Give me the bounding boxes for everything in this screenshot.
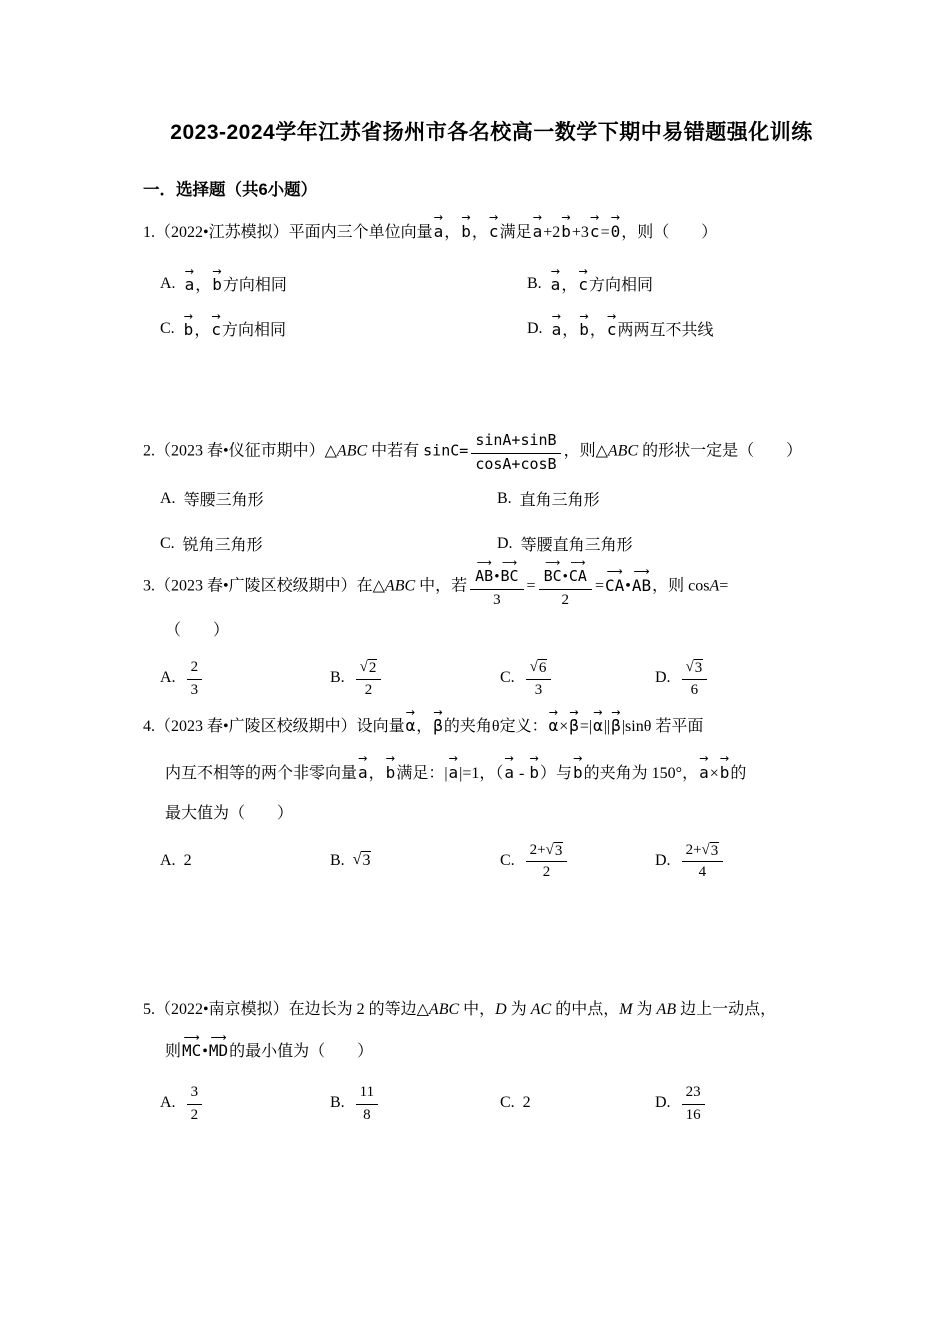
- vector-arrow-symbol: → β: [610, 717, 622, 735]
- vector-arrow-symbol: ⟶ CA: [604, 577, 625, 595]
- square-root: √ 3: [685, 659, 703, 677]
- vector-arrow-symbol: → b: [460, 223, 472, 241]
- vector-arrow-symbol: → c: [210, 321, 222, 339]
- math-variable: M: [619, 1000, 633, 1018]
- math-function-text: sinC=: [423, 441, 469, 460]
- math-variable: ABC: [336, 442, 368, 460]
- option-label: C.: [500, 851, 515, 869]
- square-root: √ 2: [359, 659, 377, 677]
- question-5: [143, 989, 840, 1125]
- option-label: D.: [655, 1094, 671, 1112]
- option-content: → b，→ c方向相同: [183, 317, 286, 340]
- vector-arrow-symbol: → b: [528, 764, 540, 782]
- fraction: 2+ √ 3 2: [526, 839, 568, 883]
- question-5-text: 5.（2022•南京模拟）在边长为 2 的等边△ABC 中，D 为 AC 的中点，M 为 AB 边上一动点，: [143, 1000, 777, 1018]
- vector-arrow-symbol: → β: [432, 717, 444, 735]
- question-4-text-cont: 内互不相等的两个非零向量→ a，→ b满足：|→ a|=1，（→ a - → b）与→ b的夹角为 150°，→ a×→ b的: [143, 753, 840, 785]
- vector-arrow-symbol: → a: [184, 276, 196, 294]
- question-2-text: 2.（2023 春•仪征市期中）△ABC 中若有 sinC= $\frac{\sin A+\sin B}{\cos A+\cos B}$ ，则△ABC 的形状一定是（ ）: [143, 420, 840, 475]
- question-4-text: 4.（2023 春•广陵区校级期中）设向量→ α，→ β的夹角θ定义：→ α×→ β=|→ α||→ β|sinθ 若平面: [143, 706, 840, 738]
- vector-arrow-symbol: → a: [448, 764, 460, 782]
- q4-option-a: [160, 844, 330, 870]
- q1-option-a: [160, 264, 527, 295]
- square-root: √ 6: [529, 659, 547, 677]
- option-content: → a，→ b方向相同: [184, 272, 287, 295]
- vector-arrow-symbol: → α: [548, 717, 560, 735]
- q4-option-b: [330, 843, 500, 870]
- fraction: $\frac{11}{8}$: [356, 1081, 378, 1125]
- option-content: [679, 656, 711, 700]
- option-label: A.: [160, 1094, 176, 1112]
- vector-arrow-symbol: ⟶ AB: [631, 577, 652, 595]
- q4-option-c: [500, 831, 655, 883]
- option-label: B.: [330, 1094, 345, 1112]
- vector-arrow-symbol: → a: [503, 764, 515, 782]
- q3-option-b: [330, 648, 500, 700]
- option-label: D.: [527, 319, 543, 337]
- option-content: [184, 656, 206, 700]
- square-root: √ 3: [701, 841, 719, 859]
- math-function-text: cosA+cosB: [475, 454, 557, 473]
- vector-arrow-symbol: → α: [405, 717, 417, 735]
- q2-option-d: [497, 524, 840, 555]
- vector-arrow-symbol: → c: [577, 276, 589, 294]
- vector-arrow-symbol: → β: [568, 717, 580, 735]
- math-variable: D: [495, 1000, 507, 1018]
- option-content: 2: [522, 1094, 531, 1112]
- vector-arrow-symbol: → b: [385, 764, 397, 782]
- option-content: → a，→ c方向相同: [550, 272, 653, 295]
- option-label: D.: [655, 851, 671, 869]
- square-root: √ 3: [545, 841, 563, 859]
- option-content: 锐角三角形: [182, 537, 263, 555]
- fraction: √ 3 6: [682, 656, 708, 700]
- math-function-text: sinA+sinB: [475, 431, 557, 450]
- question-5-text-cont: 则⟶ MC•⟶ MD的最小值为（ ）: [143, 1031, 840, 1063]
- question-5-options: [143, 1073, 840, 1125]
- q1-option-b: [527, 264, 840, 295]
- option-content: [353, 851, 372, 870]
- q3-option-d: [655, 648, 840, 700]
- fraction: [471, 429, 560, 475]
- option-content: [184, 1081, 206, 1125]
- q5-option-a: [160, 1073, 330, 1125]
- q2-option-a: [160, 479, 497, 510]
- q5-option-c: [500, 1086, 655, 1112]
- math-variable: ABC: [384, 577, 416, 595]
- option-content: [679, 1081, 708, 1125]
- vector-arrow-symbol: → a: [357, 764, 369, 782]
- fraction: $\frac{3}{2}$: [187, 1081, 203, 1125]
- math-variable: AB: [656, 1000, 677, 1018]
- option-label: D.: [655, 669, 671, 687]
- option-label: C.: [500, 669, 515, 687]
- option-label: B.: [330, 851, 345, 869]
- option-label: A.: [160, 489, 176, 507]
- vector-arrow-symbol: ⟶ BC: [499, 568, 519, 585]
- fraction: √ 2 2: [356, 656, 382, 700]
- vector-arrow-symbol: → α: [592, 717, 604, 735]
- vector-arrow-symbol: ⟶ CA: [568, 568, 588, 585]
- vector-arrow-symbol: → b: [560, 223, 572, 241]
- question-3-options: [143, 648, 840, 700]
- vector-arrow-symbol: → a: [551, 321, 563, 339]
- q1-option-c: [160, 309, 527, 340]
- q1-option-d: [527, 309, 840, 340]
- q2-option-c: [160, 524, 497, 555]
- q5-option-b: [330, 1073, 500, 1125]
- q3-option-a: [160, 648, 330, 700]
- fraction: √ 6 3: [526, 656, 552, 700]
- vector-arrow-symbol: → c: [589, 223, 601, 241]
- math-variable: AC: [530, 1000, 552, 1018]
- section-heading: 一．选择题（共6小题）: [143, 181, 318, 199]
- square-root: √ 3: [352, 851, 371, 870]
- option-content: [679, 839, 727, 883]
- math-variable: ABC: [428, 1000, 460, 1018]
- question-2-options: [143, 479, 840, 555]
- vector-arrow-symbol: ⟶ BC: [543, 568, 563, 585]
- math-variable: ABC: [607, 442, 639, 460]
- question-3-text: 3.（2023 春•广陵区校级期中）在△ABC 中，若 ⟶ $\frac{AB•⟶ BC}{3}$ = ⟶ $\frac{BC•⟶ CA}{2}$ =⟶ CA•⟶ AB，则 cosA=: [143, 555, 840, 610]
- vector-arrow-symbol: ⟶ MD: [208, 1042, 229, 1060]
- question-3: [143, 555, 840, 700]
- option-content: 直角三角形: [519, 492, 600, 510]
- option-label: C.: [500, 1094, 515, 1112]
- option-label: D.: [497, 534, 513, 552]
- fraction: $\frac{23}{16}$: [682, 1081, 705, 1125]
- option-label: A.: [160, 274, 176, 292]
- option-content: 等腰直角三角形: [520, 537, 633, 555]
- math-variable: A: [709, 577, 720, 595]
- page-title: 2023-2024学年江苏省扬州市各名校高一数学下期中易错题强化训练: [170, 121, 813, 144]
- q2-option-b: [497, 479, 840, 510]
- option-content: [353, 656, 385, 700]
- option-label: B.: [497, 489, 512, 507]
- question-4: [143, 706, 840, 883]
- option-label: C.: [160, 319, 175, 337]
- vector-arrow-symbol: → b: [578, 321, 590, 339]
- option-content: [523, 839, 571, 883]
- question-4-options: [143, 831, 840, 883]
- vector-arrow-symbol: ⟶ AB: [474, 568, 494, 585]
- fraction: $\frac{2}{3}$: [187, 656, 203, 700]
- question-1-text: 1.（2022•江苏模拟）平面内三个单位向量→ a，→ b，→ c满足→ a+2→ b+3→ c=→ 0，则（ ）: [143, 212, 840, 244]
- fraction: 2+ √ 3 4: [682, 839, 724, 883]
- question-1: [143, 212, 840, 340]
- option-content: [353, 1081, 381, 1125]
- option-label: B.: [527, 274, 542, 292]
- vector-arrow-symbol: → b: [183, 321, 195, 339]
- vector-arrow-symbol: → a: [550, 276, 562, 294]
- vector-arrow-symbol: → b: [719, 764, 731, 782]
- vector-arrow-symbol: → a: [532, 223, 544, 241]
- vector-arrow-symbol: → 0: [610, 223, 622, 241]
- question-4-text-cont2: 最大值为（ ）: [165, 804, 294, 822]
- vector-arrow-symbol: → c: [488, 223, 500, 241]
- vector-arrow-symbol: → a: [433, 223, 445, 241]
- vector-arrow-symbol: → b: [211, 276, 223, 294]
- option-label: A.: [160, 669, 176, 687]
- fraction: ⟶ $\frac{AB•⟶ BC}{3}$: [470, 564, 523, 610]
- option-content: 2: [183, 851, 192, 869]
- option-label: B.: [330, 669, 345, 687]
- question-1-options: [143, 264, 840, 340]
- fraction: ⟶ $\frac{BC•⟶ CA}{2}$: [539, 564, 592, 610]
- option-label: A.: [160, 851, 176, 869]
- vector-arrow-symbol: → c: [606, 321, 618, 339]
- question-2: [143, 420, 840, 555]
- question-3-text-cont: （ ）: [165, 622, 230, 640]
- vector-arrow-symbol: ⟶ MC: [181, 1042, 202, 1060]
- option-content: [523, 656, 555, 700]
- option-content: 等腰三角形: [183, 492, 264, 510]
- q4-option-d: [655, 831, 840, 883]
- q3-option-c: [500, 648, 655, 700]
- vector-arrow-symbol: → a: [698, 764, 710, 782]
- option-label: C.: [160, 534, 175, 552]
- q5-option-d: [655, 1073, 840, 1125]
- option-content: → a，→ b，→ c两两互不共线: [551, 317, 714, 340]
- vector-arrow-symbol: → b: [572, 764, 584, 782]
